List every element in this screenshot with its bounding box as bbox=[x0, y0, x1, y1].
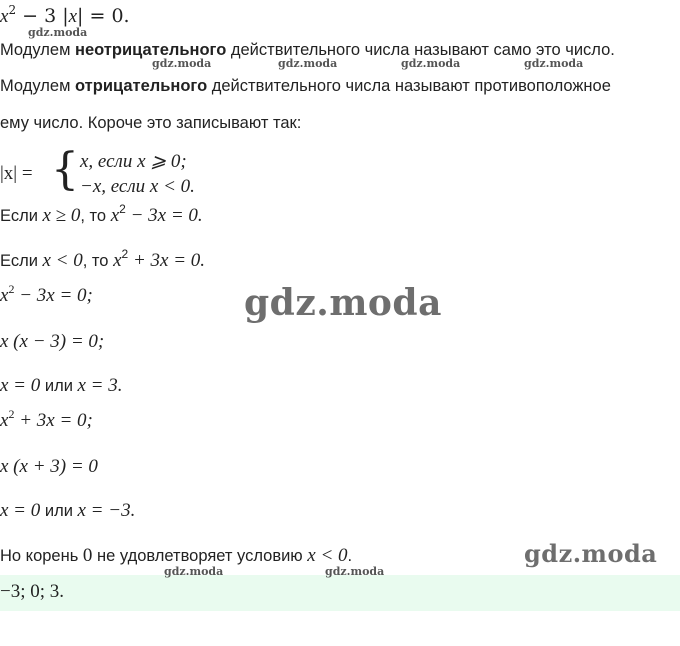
step-3 bbox=[0, 376, 123, 396]
var-x: x bbox=[113, 250, 122, 271]
watermark-small: gdz.moda bbox=[152, 57, 212, 70]
text: действительного числа называют противоположное bbox=[207, 77, 611, 95]
watermark-small: gdz.moda bbox=[278, 57, 338, 70]
exponent: 2 bbox=[8, 3, 17, 17]
answer-box bbox=[0, 575, 680, 611]
text: , то bbox=[82, 252, 114, 270]
step-5: x (x + 3) = 0 bbox=[0, 456, 98, 477]
var-x: x bbox=[0, 410, 9, 431]
watermark-small: gdz.moda bbox=[401, 57, 461, 70]
bold-term: отрицательного bbox=[75, 77, 208, 95]
equation: + 3x = 0. bbox=[128, 250, 206, 271]
step-1 bbox=[0, 282, 93, 307]
condition: x < 0 bbox=[307, 545, 348, 566]
watermark-small: gdz.moda bbox=[524, 57, 584, 70]
watermark-large: gdz.moda bbox=[244, 282, 442, 324]
root: 0 bbox=[82, 545, 93, 566]
brace-icon: { bbox=[51, 144, 79, 195]
text: или bbox=[40, 502, 78, 520]
var-x: x bbox=[68, 6, 78, 27]
text: Но корень bbox=[0, 547, 83, 565]
root: x = 0 bbox=[0, 500, 41, 521]
bold-term: неотрицательного bbox=[75, 41, 227, 59]
answer-text: −3; 0; 3. bbox=[0, 581, 65, 602]
step-6 bbox=[0, 501, 135, 521]
watermark-small: gdz.moda bbox=[28, 26, 88, 39]
note-root bbox=[0, 546, 352, 566]
var-x: x bbox=[110, 205, 120, 226]
equation: − 3x = 0. bbox=[125, 205, 203, 226]
definition-continued: ему число. Короче это записывают так: bbox=[0, 114, 302, 132]
exponent: 2 bbox=[121, 247, 129, 261]
case-negative: −x, если x < 0. bbox=[80, 176, 195, 197]
if-nonnegative bbox=[0, 202, 203, 226]
text: , то bbox=[80, 207, 111, 225]
case-nonnegative: x, если x ⩾ 0; bbox=[80, 151, 187, 172]
watermark-small: gdz.moda bbox=[164, 565, 224, 578]
text: Если bbox=[0, 252, 43, 270]
var-x: x bbox=[0, 6, 9, 27]
condition: x ≥ 0 bbox=[42, 205, 81, 226]
text: или bbox=[40, 377, 78, 395]
exponent: 2 bbox=[119, 202, 126, 216]
text: действительного числа называют само это число. bbox=[226, 41, 615, 59]
definition-negative bbox=[0, 76, 611, 96]
step-2: x (x − 3) = 0; bbox=[0, 331, 105, 352]
root: x = 0 bbox=[0, 375, 41, 396]
equation: − 3x = 0; bbox=[14, 285, 93, 306]
exponent: 2 bbox=[8, 407, 15, 421]
text: Модулем bbox=[0, 41, 75, 59]
equation-main bbox=[0, 5, 130, 28]
step-4 bbox=[0, 407, 93, 432]
condition: x < 0 bbox=[42, 250, 83, 271]
watermark-large: gdz.moda bbox=[524, 539, 658, 568]
text: Если bbox=[0, 207, 43, 225]
abs-lhs: |x| = bbox=[0, 163, 33, 184]
exponent: 2 bbox=[8, 282, 15, 296]
text: . bbox=[347, 547, 353, 565]
eq-part: | = 0. bbox=[77, 5, 130, 27]
root: x = −3. bbox=[77, 500, 136, 521]
eq-part: − 3 | bbox=[16, 5, 69, 27]
watermark-small: gdz.moda bbox=[325, 565, 385, 578]
if-negative bbox=[0, 247, 206, 271]
equation: + 3x = 0; bbox=[14, 410, 93, 431]
root: x = 3. bbox=[77, 375, 123, 396]
text: не удовлетворяет условию bbox=[92, 547, 308, 565]
var-x: x bbox=[0, 285, 9, 306]
text: Модулем bbox=[0, 77, 75, 95]
